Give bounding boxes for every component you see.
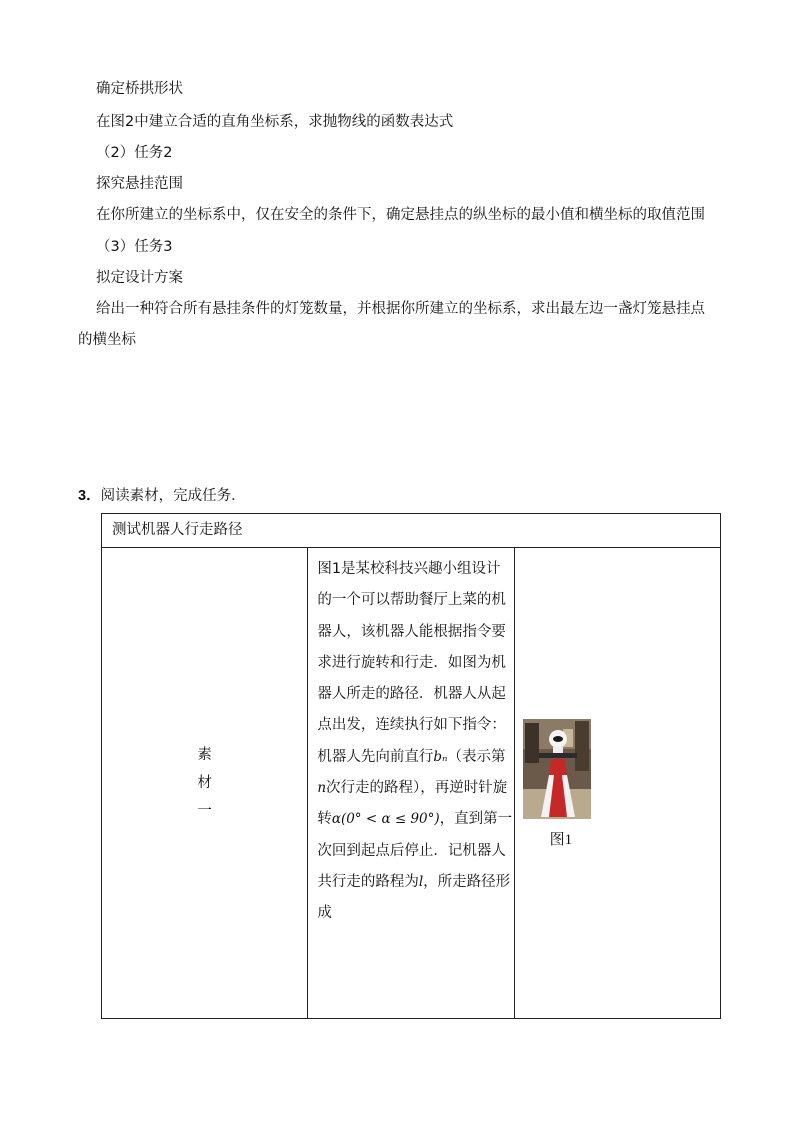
- material-label-char-1: 素: [197, 747, 212, 763]
- material-table: [101, 513, 721, 1019]
- text-line-8: 给出一种符合所有悬挂条件的灯笼数量，并根据你所建立的坐标系，求出最左边一盏灯笼悬挂点: [96, 301, 705, 317]
- robot-photo: [523, 719, 591, 819]
- math-n: n: [317, 780, 327, 797]
- text-line-5: 在你所建立的坐标系中，仅在安全的条件下，确定悬挂点的纵坐标的最小值和横坐标的取值范围: [96, 207, 705, 223]
- text-line-1: 确定桥拱形状: [96, 81, 183, 97]
- text-line-2: 在图2中建立合适的直角坐标系，求抛物线的函数表达式: [96, 114, 454, 130]
- math-b-n: bₙ: [433, 748, 448, 765]
- question-prompt: 阅读素材，完成任务．: [100, 488, 246, 504]
- text-line-9: 的横坐标: [78, 332, 136, 348]
- math-l: l: [418, 873, 424, 890]
- material-text-cell: [308, 548, 514, 1019]
- figure-cell: [514, 548, 720, 1019]
- material-label: [102, 548, 308, 1019]
- text-line-4: 探究悬挂范围: [96, 176, 183, 192]
- table-title: 测试机器人行走路径: [102, 514, 721, 548]
- figure-caption: 图1: [549, 832, 573, 848]
- material-text-5: ，所走路径形成: [317, 873, 511, 922]
- text-line-7: 拟定设计方案: [96, 270, 183, 286]
- material-text-2: （表示第: [447, 748, 506, 765]
- material-text-4: ，直到第一次回到起点后停止．记机器人共行走的路程为: [317, 811, 513, 890]
- material-label-char-3: 一: [197, 803, 212, 819]
- material-label-char-2: 材: [197, 775, 212, 791]
- text-line-3: （2）任务2: [96, 145, 173, 161]
- math-alpha: α(0° < α ≤ 90°): [331, 811, 440, 828]
- material-text: 图1是某校科技兴趣小组设计的一个可以帮助餐厅上菜的机器人，该机器人能根据指令要求进行旋转和行走．如图为机器人所走的路径．机器人从起点出发，连续执行如下指令：机器人先向前直行: [317, 561, 506, 765]
- material-text-3: 次行走的路程），再逆时针旋转: [317, 780, 508, 828]
- question-heading: [78, 486, 246, 506]
- question-number: 3．: [78, 488, 101, 504]
- text-line-6: （3）任务3: [96, 239, 173, 255]
